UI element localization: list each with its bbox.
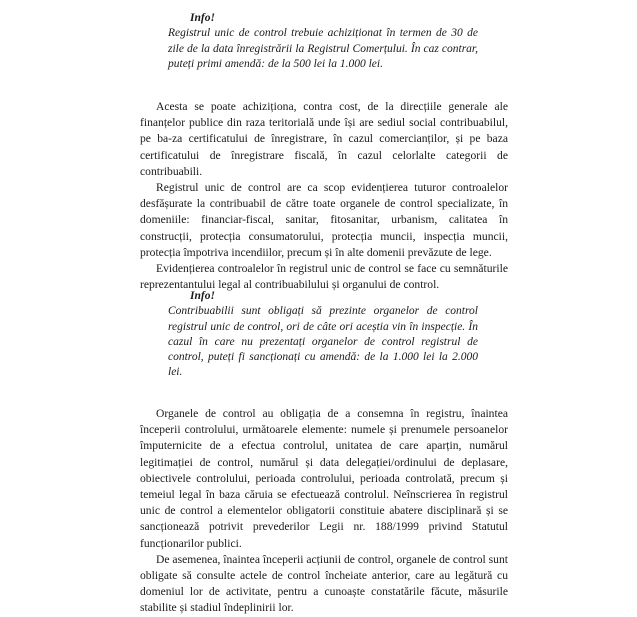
paragraph-acquisition: Acesta se poate achiziționa, contra cost, de la direcțiile generale ale finanțelor publice din raza teritorială unde își are sediul social contribuabilul, pe ba-za certificatului de înregistrare, în cazul comercianților, și pe baza certificatului de înregistrare fiscală, în cazul celorlalte categorii de contribuabili. [140, 100, 508, 178]
body-text-block-2 [140, 406, 508, 617]
paragraph-prior-acts: De asemenea, înaintea începerii acțiunii de control, organele de control sunt obligate să consulte actele de control încheiate anterior, care au legătură cu domeniul lor de activitate, pentru a cunoaște constatările făcute, măsurile stabilite și stadiul îndeplinirii lor. [140, 552, 508, 615]
paragraph-control-obligations: Organele de control au obligația de a consemna în registru, înaintea începerii controlului, următoarele elemente: numele și prenumele persoanelor împuternicite de a efectua controlul, unitatea de care aparțin, numărul legitimației de control, numărul și data delegației/ordinului de deplasare, obiectivele controlului, perioada controlului, perioada controlată, precum și temeiul legal în baza căruia se efectuează controlul. Neînscrierea în registrul unic de control a elementelor obligatorii constituie abatere disciplinară și se sancționează potrivit prevederilor Legii nr. 188/1999 privind Statutul funcționarilor publici. [140, 407, 508, 550]
info-box-presentation-obligation [168, 289, 478, 381]
info-text: Registrul unic de control trebuie achiziționat în termen de 30 de zile de la data înregistrării la Registrul Comerțului. În caz contrar, puteți primi amendă: de la 500 lei la 1.000 lei. [168, 27, 478, 70]
paragraph-signatures: Evidențierea controalelor în registrul unic de control se face cu semnăturile reprezentantului legal al contribuabilului și organului de control. [140, 262, 508, 292]
info-title: Info! [190, 290, 215, 302]
info-title: Info! [190, 12, 215, 24]
paragraph-purpose: Registrul unic de control are ca scop evidențierea tuturor controalelor desfășurate la contribuabil de către toate organele de control specializate, în domeniile: financiar-fiscal, sanitar, fitosanitar, urbanism, calitatea în construcții, protecția consumatorului, protecția muncii, inspecția muncii, protecția împotriva incendiilor, precum și în alte domenii prevăzute de lege. [140, 181, 508, 259]
body-text-block-1 [140, 99, 508, 293]
info-text: Contribuabilii sunt obligați să prezinte organelor de control registrul unic de control, ori de câte ori aceștia vin în inspecție. În cazul în care nu prezentați organelor de control registrul de control, puteți fi sancționați cu amendă: de la 1.000 lei la 2.000 lei. [168, 305, 478, 379]
info-box-registration-deadline [168, 11, 478, 72]
